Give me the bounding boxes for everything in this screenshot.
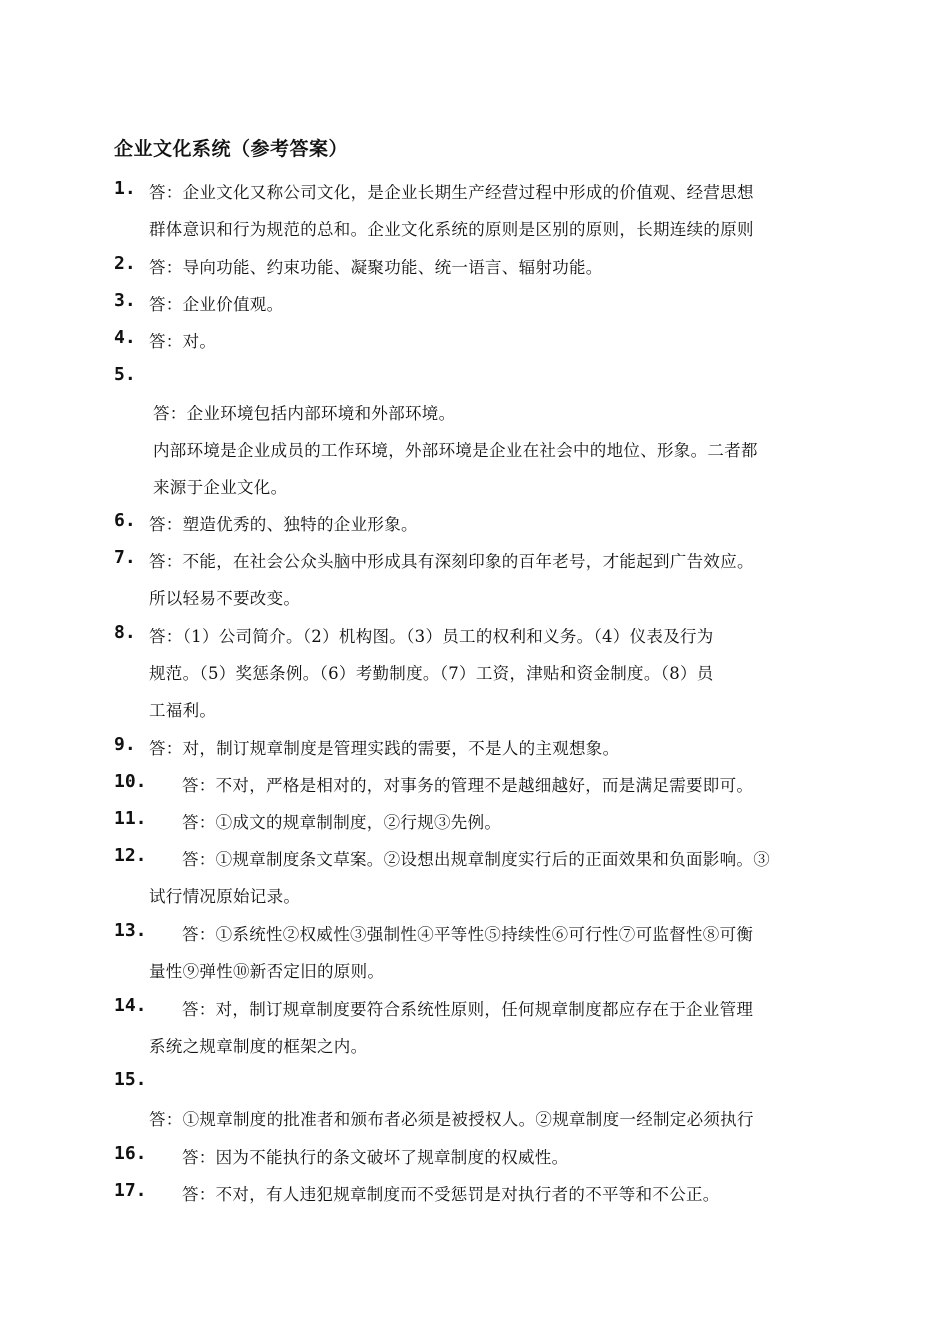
answer-line: 所以轻易不要改变。: [149, 589, 301, 608]
answer-line: 规范。（5）奖惩条例。（6）考勤制度。（7）工资，津贴和资金制度。（8）员: [149, 664, 714, 683]
item-number: 15.: [114, 1069, 147, 1090]
answer-line: 答：（1）公司简介。（2）机构图。（3）员工的权利和义务。（4）仪表及行为: [149, 627, 714, 646]
item-number: 14.: [114, 995, 147, 1016]
item-number: 4.: [114, 327, 136, 348]
answer-line: 答：不能，在社会公众头脑中形成具有深刻印象的百年老号，才能起到广告效应。: [149, 552, 754, 571]
item-number: 10.: [114, 771, 147, 792]
item-number: 2.: [114, 253, 136, 274]
answer-line: 答：①系统性②权威性③强制性④平等性⑤持续性⑥可行性⑦可监督性⑧可衡: [182, 925, 754, 944]
item-number: 13.: [114, 920, 147, 941]
item-number: 16.: [114, 1143, 147, 1164]
item-number: 11.: [114, 808, 147, 829]
answer-line: 答：企业价值观。: [149, 295, 284, 314]
answer-line: 答：①规章制度的批准者和颁布者必须是被授权人。②规章制度一经制定必须执行: [149, 1110, 754, 1129]
answer-line: 答：对，制订规章制度要符合系统性原则，任何规章制度都应存在于企业管理: [182, 1000, 754, 1019]
answer-line: 试行情况原始记录。: [149, 887, 301, 906]
answer-line: 答：导向功能、约束功能、凝聚功能、统一语言、辐射功能。: [149, 258, 603, 277]
page-title: 企业文化系统（参考答案）: [114, 138, 349, 160]
answer-line: 来源于企业文化。: [153, 478, 288, 497]
item-number: 8.: [114, 622, 136, 643]
item-number: 12.: [114, 845, 147, 866]
answer-line: 群体意识和行为规范的总和。企业文化系统的原则是区别的原则，长期连续的原则: [149, 220, 754, 239]
answer-line: 答：企业文化又称公司文化，是企业长期生产经营过程中形成的价值观、经营思想: [149, 183, 754, 202]
item-number: 3.: [114, 290, 136, 311]
item-number: 7.: [114, 547, 136, 568]
answer-line: 工福利。: [149, 701, 217, 720]
answer-line: 量性⑨弹性⑩新否定旧的原则。: [149, 962, 385, 981]
item-number: 5.: [114, 364, 136, 385]
item-number: 9.: [114, 734, 136, 755]
answer-line: 答：企业环境包括内部环境和外部环境。: [153, 404, 456, 423]
answer-line: 答：塑造优秀的、独特的企业形象。: [149, 515, 418, 534]
answer-line: 内部环境是企业成员的工作环境，外部环境是企业在社会中的地位、形象。二者都: [153, 441, 758, 460]
answer-line: 答：对。: [149, 332, 217, 351]
item-number: 17.: [114, 1180, 147, 1201]
item-number: 1.: [114, 178, 136, 199]
answer-line: 系统之规章制度的框架之内。: [149, 1037, 368, 1056]
answer-line: 答：①成文的规章制制度，②行规③先例。: [182, 813, 502, 832]
item-number: 6.: [114, 510, 136, 531]
answer-line: 答：对，制订规章制度是管理实践的需要，不是人的主观想象。: [149, 739, 620, 758]
answer-line: 答：不对，严格是相对的，对事务的管理不是越细越好，而是满足需要即可。: [182, 776, 754, 795]
answer-line: 答：不对，有人违犯规章制度而不受惩罚是对执行者的不平等和不公正。: [182, 1185, 720, 1204]
answer-line: 答：①规章制度条文草案。②设想出规章制度实行后的正面效果和负面影响。③: [182, 850, 770, 869]
answer-line: 答：因为不能执行的条文破坏了规章制度的权威性。: [182, 1148, 569, 1167]
